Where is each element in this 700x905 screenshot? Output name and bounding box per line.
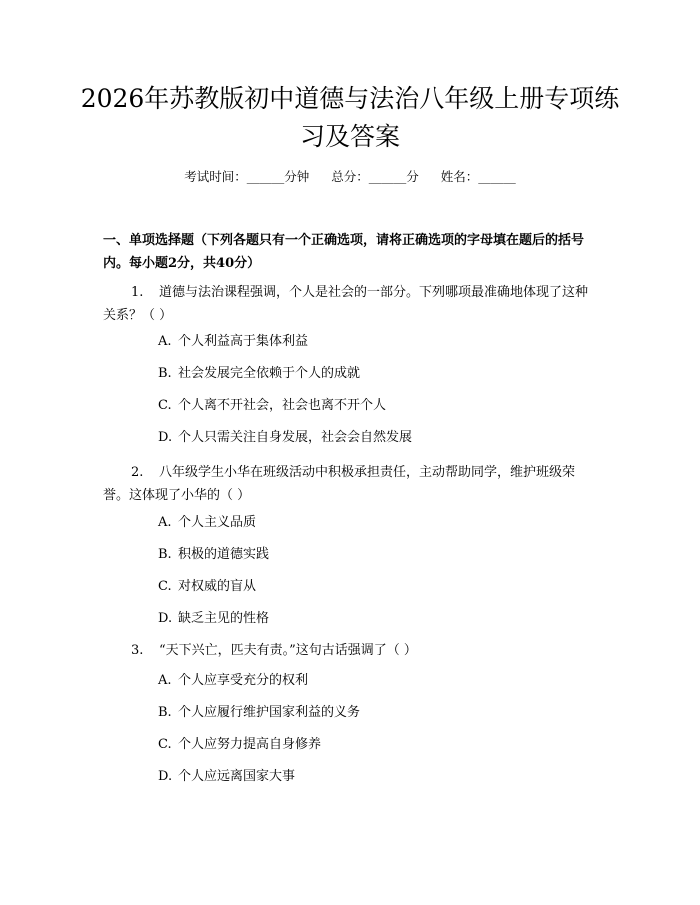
section-heading: 一、单项选择题（下列各题只有一个正确选项，请将正确选项的字母填在题后的括号内。每小题2分，共40分） <box>103 233 585 271</box>
question-2 <box>103 461 600 507</box>
question-text: “天下兴亡，匹夫有责。”这句古话强调了（ ） <box>159 643 417 658</box>
option-1c <box>158 396 598 416</box>
question-3 <box>103 639 600 662</box>
option-text: 个人应努力提高自身修养 <box>178 737 322 752</box>
option-1b <box>158 364 598 384</box>
option-letter: A. <box>158 515 172 530</box>
option-text: 个人应履行维护国家利益的义务 <box>178 705 361 720</box>
option-letter: C. <box>158 737 172 752</box>
option-letter: A. <box>158 673 172 688</box>
option-text: 个人只需关注自身发展，社会会自然发展 <box>178 430 413 445</box>
option-1d <box>158 428 598 448</box>
total-score-field: 总分：______分 <box>331 169 419 184</box>
option-text: 个人主义品质 <box>178 515 257 530</box>
option-3d <box>158 767 598 787</box>
option-letter: B. <box>158 366 172 381</box>
exam-meta <box>0 168 700 186</box>
option-3b <box>158 703 598 723</box>
option-text: 社会发展完全依赖于个人的成就 <box>178 366 361 381</box>
option-text: 缺乏主见的性格 <box>178 611 270 626</box>
option-1a <box>158 332 598 352</box>
option-2c <box>158 577 598 597</box>
student-name-field: 姓名：______ <box>440 169 516 184</box>
question-number: 1. <box>131 285 144 300</box>
option-text: 个人利益高于集体利益 <box>178 334 309 349</box>
option-text: 对权威的盲从 <box>178 579 257 594</box>
option-letter: D. <box>158 611 173 626</box>
question-number: 2. <box>131 465 144 480</box>
option-letter: B. <box>158 705 172 720</box>
question-1 <box>103 281 600 327</box>
option-2a <box>158 513 598 533</box>
document-title: 2026年苏教版初中道德与法治八年级上册专项练习及答案 <box>80 84 620 151</box>
option-3c <box>158 735 598 755</box>
option-text: 个人应享受充分的权利 <box>178 673 309 688</box>
option-letter: C. <box>158 579 172 594</box>
question-number: 3. <box>131 643 144 658</box>
option-letter: A. <box>158 334 172 349</box>
option-2b <box>158 545 598 565</box>
option-3a <box>158 671 598 691</box>
question-text: 道德与法治课程强调，个人是社会的一部分。下列哪项最准确地体现了这种关系？（ ） <box>103 285 589 323</box>
option-text: 个人离不开社会，社会也离不开个人 <box>178 398 387 413</box>
option-text: 个人应远离国家大事 <box>178 769 296 784</box>
question-text: 八年级学生小华在班级活动中积极承担责任，主动帮助同学，维护班级荣誉。这体现了小华的（ ） <box>103 465 576 503</box>
option-letter: D. <box>158 769 173 784</box>
option-letter: D. <box>158 430 173 445</box>
option-2d <box>158 609 598 629</box>
option-text: 积极的道德实践 <box>178 547 270 562</box>
option-letter: B. <box>158 547 172 562</box>
exam-time-field: 考试时间：______分钟 <box>184 169 310 184</box>
option-letter: C. <box>158 398 172 413</box>
